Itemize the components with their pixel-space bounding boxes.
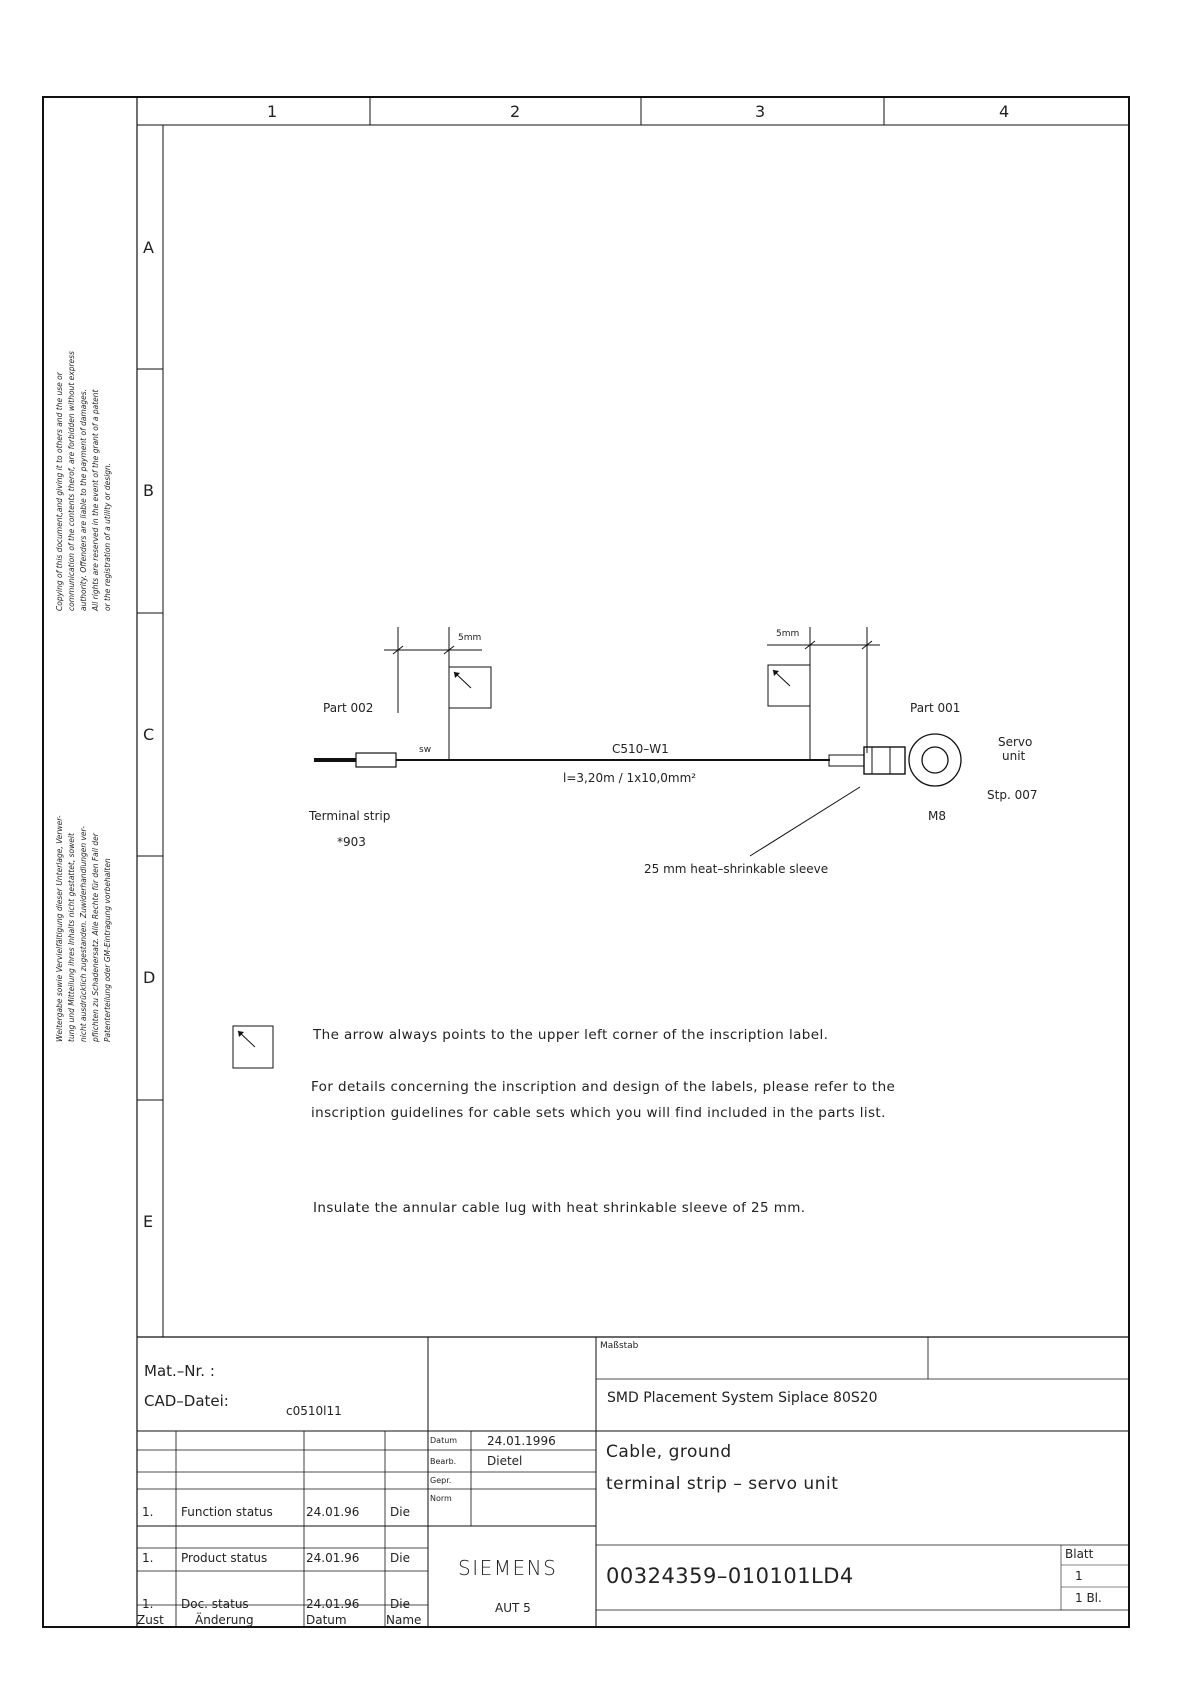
zone-col-4: 4 [999,102,1010,121]
note-insulate: Insulate the annular cable lug with heat shrinkable sleeve of 25 mm. [313,1200,806,1216]
status-date: 24.01.96 [306,1505,360,1519]
col-name: Name [386,1613,422,1627]
cable-spec: l=3,20m / 1x10,0mm² [563,771,697,785]
zone-row-a: A [143,238,154,257]
status-name: Product status [181,1551,268,1565]
zone-row-d: D [143,968,156,987]
copyright-english: Copying of this document,and giving it to others and the use or communication of the contents therof, are forbidden without express authority. Offenders are liable to the payment of damages. All rights are reserved in the event of the grant of a patent or the registration of a utility or design. [55,351,112,611]
col-zust: Zust [137,1613,164,1627]
mat-nr-label: Mat.–Nr. : [144,1362,215,1380]
sheet-label: Blatt [1065,1547,1094,1561]
datum-label: Datum [430,1436,458,1445]
note-details-2: inscription guidelines for cable sets which you will find included in the parts list. [311,1105,886,1121]
stp-label: Stp. 007 [987,788,1038,802]
status-by: Die [390,1505,410,1519]
gepr-label: Gepr. [430,1476,452,1485]
company-logo: SIEMENS [458,1556,558,1580]
copyright-german: Weitergabe sowie Vervielfältigung dieser Unterlage, Verwer- tung und Mitteilung ihres Inhalts nicht gestattet, soweit nicht ausdrücklich zugestanden. Zuwiderhandlungen ver- pflichten zu Schadenersatz. Alle Rechte für den Fall der Patenterteilung oder GM-Eintragung vorbehalten [55,815,112,1042]
sheet-count: 1 Bl. [1075,1591,1102,1605]
drawing-title-2: terminal strip – servo unit [606,1474,839,1494]
status-by: Die [390,1597,410,1611]
status-zust: 1. [142,1597,154,1611]
document-number: 00324359–010101LD4 [606,1564,854,1588]
norm-label: Norm [430,1494,452,1503]
note-details-1: For details concerning the inscription and design of the labels, please refer to the [311,1079,896,1095]
zone-row-e: E [143,1212,154,1231]
ring-terminal [909,734,961,786]
bearb-value: Dietel [487,1454,523,1468]
status-zust: 1. [142,1551,154,1565]
status-date: 24.01.96 [306,1597,360,1611]
drawing-title-1: Cable, ground [606,1442,732,1462]
col-aenderung: Änderung [195,1613,254,1627]
sleeve-label: 25 mm heat–shrinkable sleeve [644,862,829,876]
zone-row-b: B [143,481,154,500]
cad-file-label: CAD–Datei: [144,1392,229,1410]
status-name: Function status [181,1505,273,1519]
terminal-ferrule [356,753,396,767]
sw-label: sw [419,745,432,755]
servo-line1: Servo [998,735,1033,749]
col-datum: Datum [306,1613,347,1627]
zone-col-3: 3 [755,102,766,121]
cable-lug [864,747,905,774]
terminal-strip-label: Terminal strip [309,809,391,823]
scale-label: Maßstab [600,1341,639,1351]
part-002-label: Part 002 [323,701,374,715]
status-name: Doc. status [181,1597,249,1611]
cable-id: C510–W1 [612,742,669,756]
status-date: 24.01.96 [306,1551,360,1565]
zone-col-2: 2 [510,102,521,121]
status-by: Die [390,1551,410,1565]
zone-row-c: C [143,725,155,744]
zone-col-1: 1 [267,102,278,121]
department: AUT 5 [495,1601,531,1615]
status-zust: 1. [142,1505,154,1519]
part-001-label: Part 001 [910,701,961,715]
dimension-left: 5mm [458,633,482,643]
terminal-ref: *903 [337,835,366,849]
dimension-right: 5mm [776,629,800,639]
m8-label: M8 [928,809,946,823]
note-arrow: The arrow always points to the upper left corner of the inscription label. [313,1027,829,1043]
cad-file-value: c0510l11 [286,1404,342,1418]
sheet-number: 1 [1075,1569,1083,1583]
bearb-label: Bearb. [430,1457,457,1466]
servo-line2: unit [1002,749,1026,763]
datum-value: 24.01.1996 [487,1434,556,1448]
system-name: SMD Placement System Siplace 80S20 [607,1390,878,1406]
